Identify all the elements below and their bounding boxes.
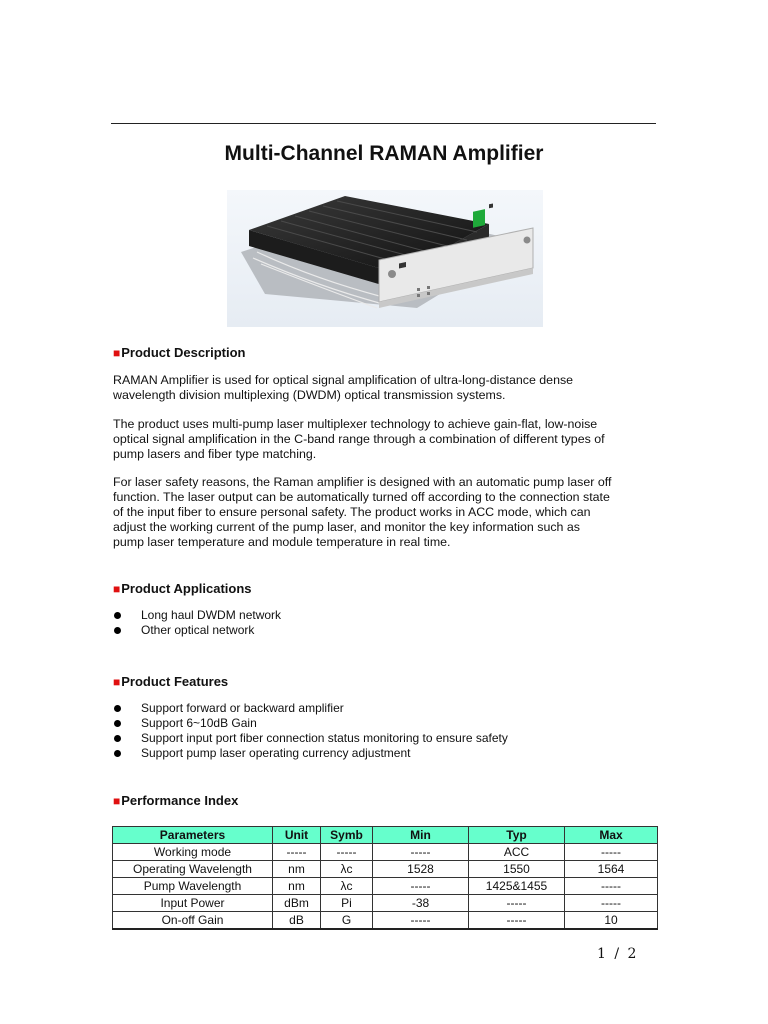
table-cell: ----- (373, 878, 469, 895)
list-item: Support pump laser operating currency adjustment (113, 746, 508, 761)
table-cell: ACC (469, 844, 565, 861)
list-item: Long haul DWDM network (113, 608, 281, 623)
table-cell: 1550 (469, 861, 565, 878)
product-features-heading: ■Product Features (113, 674, 229, 689)
table-cell: ----- (321, 844, 373, 861)
red-square-icon: ■ (113, 675, 121, 689)
features-list (113, 701, 508, 761)
column-header: Unit (273, 827, 321, 844)
table-cell: ----- (565, 878, 658, 895)
table-cell: nm (273, 861, 321, 878)
table-cell: ----- (373, 844, 469, 861)
table-cell: ----- (565, 844, 658, 861)
table-cell: λc (321, 861, 373, 878)
table-row (113, 844, 658, 861)
table-cell: λc (321, 878, 373, 895)
column-header: Max (565, 827, 658, 844)
table-cell: ----- (565, 895, 658, 912)
red-square-icon: ■ (113, 794, 121, 808)
table-cell: ----- (273, 844, 321, 861)
list-item: Other optical network (113, 623, 281, 638)
table-cell: Working mode (113, 844, 273, 861)
table-cell: dB (273, 912, 321, 930)
table-cell: Input Power (113, 895, 273, 912)
red-square-icon: ■ (113, 346, 121, 360)
table-cell: 1528 (373, 861, 469, 878)
table-cell: nm (273, 878, 321, 895)
product-applications-heading: ■Product Applications (113, 581, 252, 596)
table-cell: Pump Wavelength (113, 878, 273, 895)
red-square-icon: ■ (113, 582, 121, 596)
table-row (113, 878, 658, 895)
applications-list (113, 608, 281, 638)
column-header: Parameters (113, 827, 273, 844)
table-cell: ----- (373, 912, 469, 930)
product-description-heading: ■Product Description (113, 345, 246, 360)
document-title: Multi-Channel RAMAN Amplifier (224, 142, 544, 165)
page-number: 1 / 2 (597, 946, 639, 962)
table-cell: 10 (565, 912, 658, 930)
description-paragraph-2: The product uses multi-pump laser multiplexer technology to achieve gain-flat, low-noise optical signal amplification in the C-band range through a combination of different types of pump lasers and fiber type matching. (113, 417, 605, 461)
table-cell: G (321, 912, 373, 930)
table-cell: 1425&1455 (469, 878, 565, 895)
list-item: Support 6~10dB Gain (113, 716, 508, 731)
table-cell: dBm (273, 895, 321, 912)
description-paragraph-1: RAMAN Amplifier is used for optical signal amplification of ultra-long-distance dense wavelength division multiplexing (DWDM) optical transmission systems. (113, 373, 574, 402)
product-photo (227, 190, 543, 327)
table-header-row (113, 827, 658, 844)
table-cell: On-off Gain (113, 912, 273, 930)
performance-index-heading: ■Performance Index (113, 793, 239, 808)
table-cell: Operating Wavelength (113, 861, 273, 878)
table-row (113, 895, 658, 912)
table-row (113, 912, 658, 930)
table-row (113, 861, 658, 878)
column-header: Min (373, 827, 469, 844)
list-item: Support input port fiber connection status monitoring to ensure safety (113, 731, 508, 746)
description-paragraph-3: For laser safety reasons, the Raman amplifier is designed with an automatic pump laser off function. The laser output can be automatically turned off according to the connection state of the input fiber to ensure personal safety. The product works in ACC mode, which can adjust the working current of the pump laser, and monitor the key information such as pump laser temperature and module temperature in real time. (113, 475, 612, 549)
column-header: Symb (321, 827, 373, 844)
list-item: Support forward or backward amplifier (113, 701, 508, 716)
table-cell: -38 (373, 895, 469, 912)
table-cell: Pi (321, 895, 373, 912)
performance-table (112, 826, 658, 930)
table-cell: ----- (469, 912, 565, 930)
table-cell: ----- (469, 895, 565, 912)
header-rule (111, 123, 656, 124)
column-header: Typ (469, 827, 565, 844)
table-cell: 1564 (565, 861, 658, 878)
